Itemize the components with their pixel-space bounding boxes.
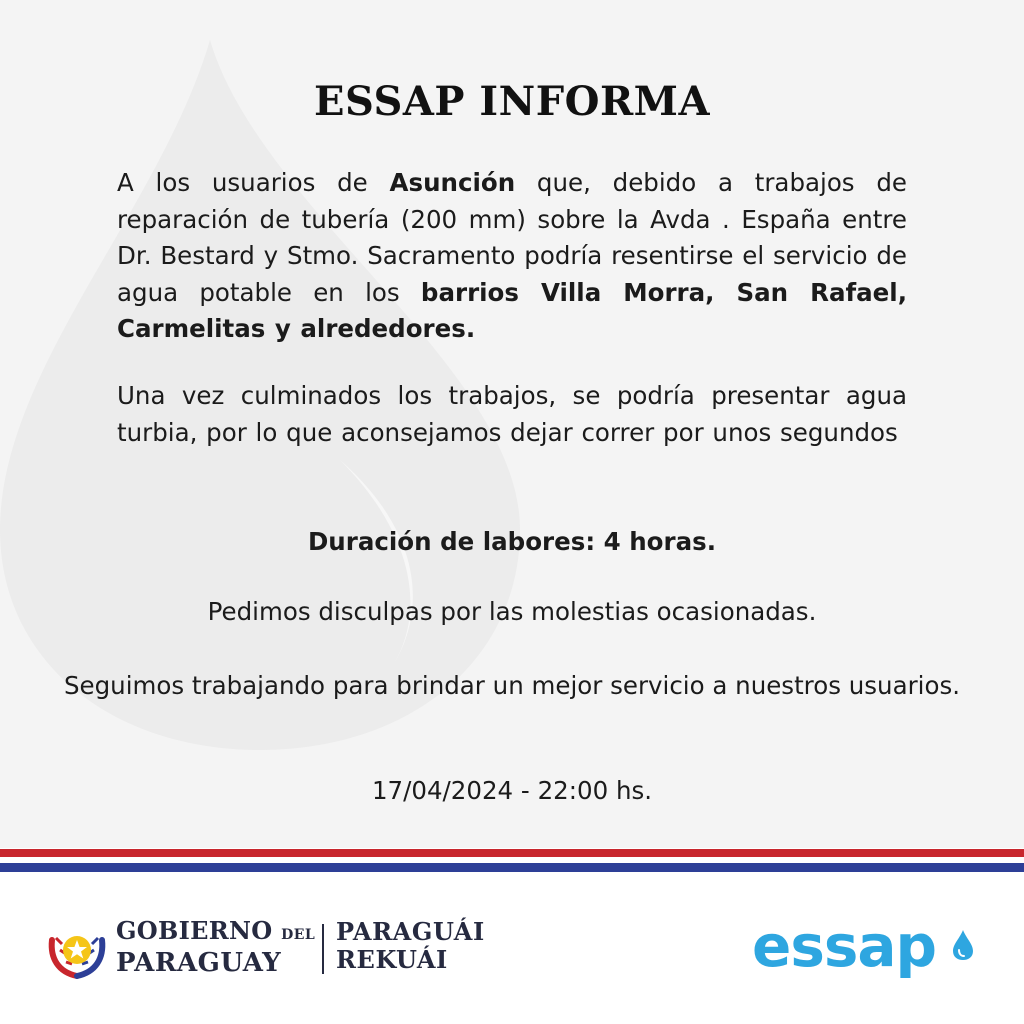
- footer: [0, 872, 1024, 1024]
- gov-line-2: PARAGUAY: [116, 948, 282, 978]
- p1-neighborhoods: barrios Villa Morra, San Rafael, Carmelitas y alrededores.: [117, 277, 907, 343]
- notice-title: ESSAP INFORMA: [314, 78, 710, 125]
- slogan-line-1: PARAGUÁI: [336, 917, 485, 946]
- notice-datetime: 17/04/2024 - 22:00 hs.: [371, 776, 653, 805]
- government-wordmark: [116, 918, 315, 978]
- footer-divider: [322, 924, 324, 974]
- thanks-text: Seguimos trabajando para brindar un mejor servicio a nuestros usuarios.: [63, 671, 961, 700]
- flag-stripe-blue: [0, 863, 1024, 872]
- duration-text: Duración de labores: 4 horas.: [307, 527, 717, 556]
- national-seal-icon: [46, 920, 108, 980]
- apology-text: Pedimos disculpas por las molestias ocasionadas.: [207, 597, 817, 626]
- notice-paragraph-2: Una vez culminados los trabajos, se podría presentar agua turbia, por lo que aconsejamos dejar correr por unos segundos: [117, 381, 907, 447]
- p1-city: Asunción: [389, 168, 516, 197]
- slogan-wordmark: [336, 918, 485, 974]
- p1-text-c: que, debido a trabajos de reparación de tubería (200 mm) sobre la Avda . España entre Dr. Bestard y Stmo. Sacramento podría resentirse el servicio de agua potable en los: [117, 168, 907, 307]
- flag-stripe-red: [0, 849, 1024, 857]
- slogan-line-2: REKUÁI: [336, 945, 448, 974]
- essap-logo: essap: [752, 912, 937, 980]
- water-drop-icon: [950, 928, 976, 962]
- gov-del: DEL: [281, 927, 316, 943]
- gov-line-1: GOBIERNO: [116, 916, 273, 945]
- p1-text-a: A los usuarios de: [117, 168, 390, 197]
- notice-paragraph-1: [117, 165, 907, 348]
